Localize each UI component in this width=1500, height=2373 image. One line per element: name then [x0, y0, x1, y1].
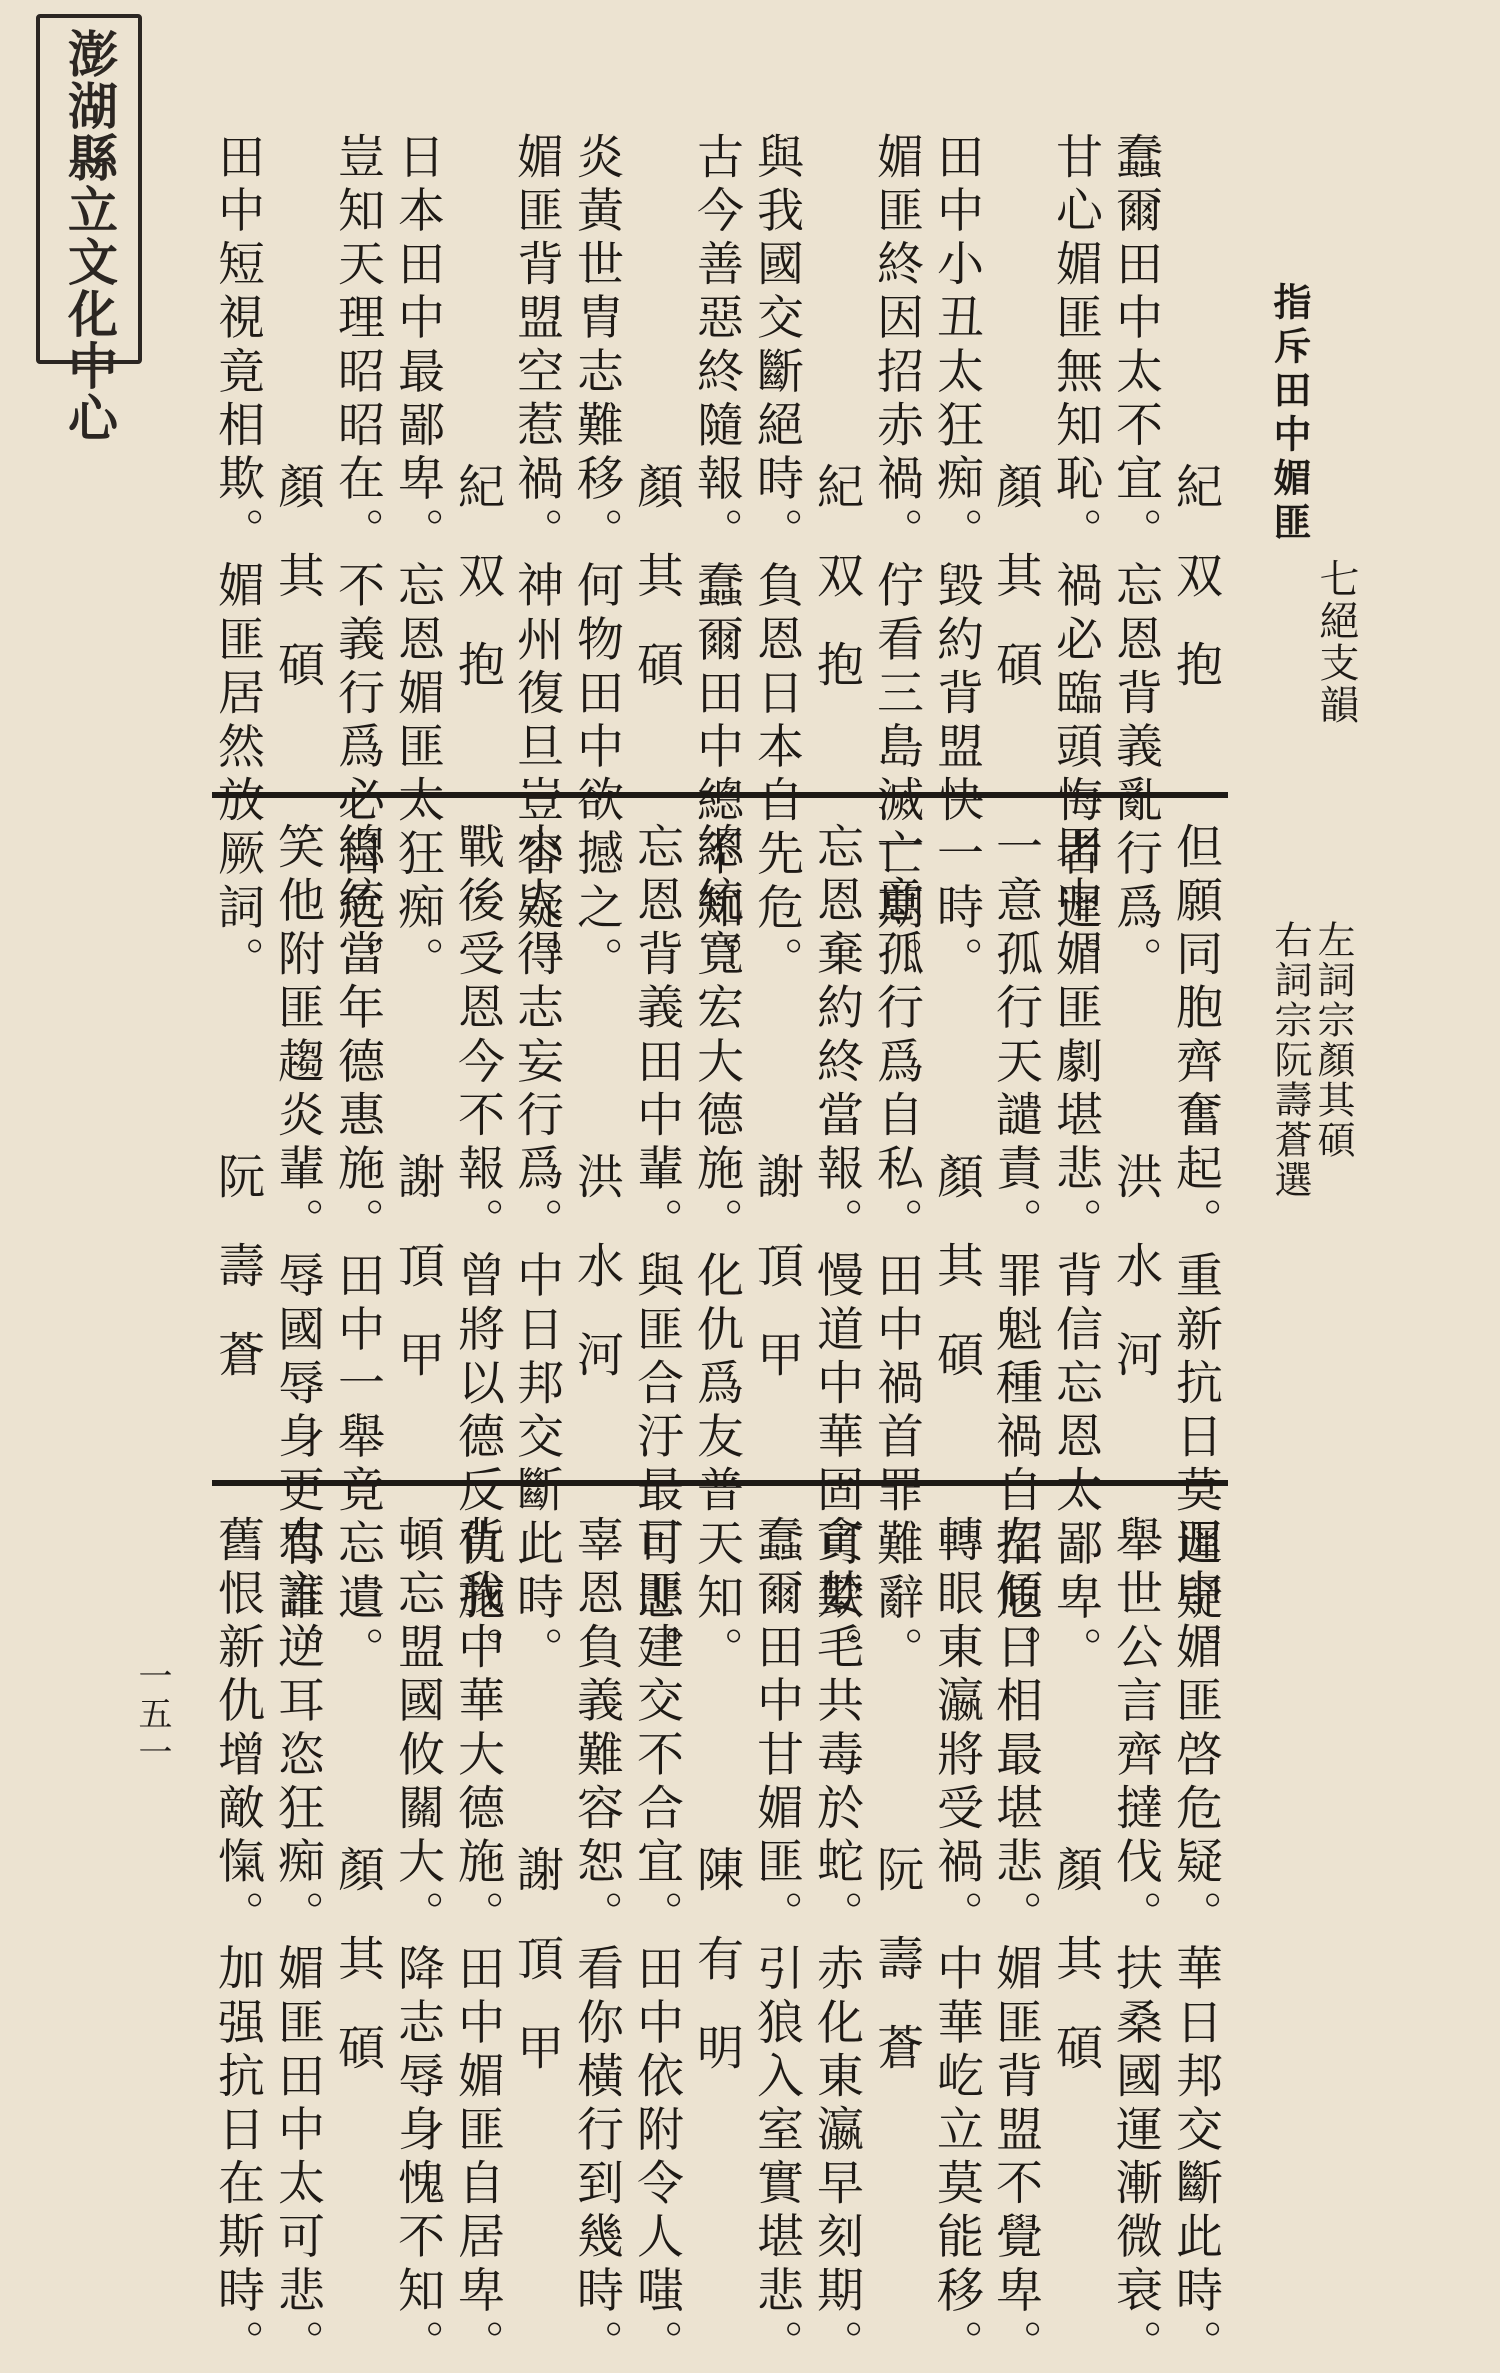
poem-line: 忠言逆耳恣狂痴。媚匪田中太可悲。 [270, 1515, 325, 2373]
poem-line: 豈知天理昭昭在。不義行爲必自危。 [330, 132, 385, 990]
poem-line: 貪婪毛共毒於蛇。赤化東瀛早刻期。 [809, 1515, 864, 2373]
poem-line: 媚匪終因招赤禍。佇看三島滅亡期。 [869, 132, 924, 990]
poem-line: 背我中華大德施。田中媚匪自居卑。 [450, 1515, 505, 2373]
poet-name: 顏其碩 [929, 1152, 984, 1419]
poet-name: 謝頂甲 [749, 1152, 804, 1419]
library-stamp [36, 14, 142, 444]
poem-line: 笑他附匪趨炎輩。辱國辱身更有誰。 [270, 822, 325, 1680]
poet-name: 謝頂甲 [509, 1845, 564, 2112]
poem-line: 辜恩負義難容恕。看你橫行到幾時。 [569, 1515, 624, 2373]
poem-line: 左傾日相最堪悲。媚匪背盟不覺卑。 [988, 1515, 1043, 2373]
poet-name: 謝頂甲 [390, 1152, 445, 1419]
poem-line: 日本田中最鄙卑。忘恩媚匪太狂痴。 [390, 132, 445, 990]
poem-line: 蠢爾田中太不宜。忘恩背義亂行爲。 [1108, 132, 1163, 990]
poet-name: 洪水河 [569, 1152, 624, 1419]
poem-line: 田中小丑太狂痴。毀約背盟快一時。 [929, 132, 984, 990]
poem-title: 指斥田中媚匪 [1267, 282, 1311, 546]
poem-line: 總統當年德惠施。田中一舉竟忘遺。 [330, 822, 385, 1680]
poet-name: 紀双抱 [1168, 462, 1223, 729]
poem-line: 田中媚匪劇堪悲。背信忘恩太鄙卑。 [1048, 822, 1103, 1680]
poem-line: 舊恨新仇增敵愾。加强抗日在斯時。 [210, 1515, 265, 2373]
poet-name: 顏其碩 [330, 1845, 385, 2112]
poem-line: 與我國交斷絕時。負恩日本自先危。 [749, 132, 804, 990]
poem-line: 炎黃世胄志難移。何物田中欲撼之。 [569, 132, 624, 990]
judge-credit-right: 右詞宗阮壽蒼選 [1268, 920, 1312, 1200]
poem-line: 頓忘盟國攸關大。降志辱身愧不知。 [390, 1515, 445, 2373]
poem-line: 戰後受恩今不報。曾將以德反仇施。 [450, 822, 505, 1680]
poet-name: 顏其碩 [629, 462, 684, 729]
stamp-text: 澎湖縣立文化中心 [60, 28, 119, 444]
poem-line: 一意孤行天譴責。罪魁種禍自招危。 [988, 822, 1043, 1680]
page-number: 一五一 [132, 1658, 172, 1772]
poem-line: 媚匪背盟空惹禍。神州復旦豈容疑。 [509, 132, 564, 990]
poem-line: 田中媚匪啓危疑。華日邦交斷此時。 [1168, 1515, 1223, 2373]
poem-line: 忘恩背義田中輩。與匪合汙最可悲。 [629, 822, 684, 1680]
poet-name: 紀双抱 [809, 462, 864, 729]
poem-subtitle: 七絕支韻 [1313, 558, 1359, 726]
poet-name: 顏其碩 [988, 462, 1043, 729]
poem-line: 一意孤行爲自私。田中禍首罪難辭。 [869, 822, 924, 1680]
poet-name: 陳有明 [689, 1845, 744, 2112]
poem-line: 小人得志妄行爲。中日邦交斷此時。 [509, 822, 564, 1680]
poem-line: 忘恩棄約終當報。慢道中華固可欺。 [809, 822, 864, 1680]
poet-name: 阮壽蒼 [210, 1152, 265, 1419]
poet-name: 阮壽蒼 [869, 1845, 924, 2112]
poem-line: 總統寬宏大德施。化仇爲友普天知。 [689, 822, 744, 1680]
poem-line: 古今善惡終隨報。蠢爾田中總不知。 [689, 132, 744, 990]
poem-line: 舉世公言齊撻伐。扶桑國運漸微衰。 [1108, 1515, 1163, 2373]
poet-name: 顏其碩 [1048, 1845, 1103, 2112]
poet-name: 紀双抱 [450, 462, 505, 729]
poet-name: 顏其碩 [270, 462, 325, 729]
poem-line: 蠢爾田中甘媚匪。引狼入室實堪悲。 [749, 1515, 804, 2373]
poem-line: 日匪建交不合宜。田中依附令人嗤。 [629, 1515, 684, 2373]
poet-name: 洪水河 [1108, 1152, 1163, 1419]
poem-line: 田中短視竟相欺。媚匪居然放厥詞。 [210, 132, 265, 990]
poem-line: 甘心媚匪無知恥。禍必臨頭悔者遲。 [1048, 132, 1103, 990]
poem-line: 但願同胞齊奮起。重新抗日莫遲疑。 [1168, 822, 1223, 1680]
poem-line: 轉眼東瀛將受禍。中華屹立莫能移。 [929, 1515, 984, 2373]
judge-credit-left: 左詞宗顏其碩 [1311, 920, 1355, 1160]
